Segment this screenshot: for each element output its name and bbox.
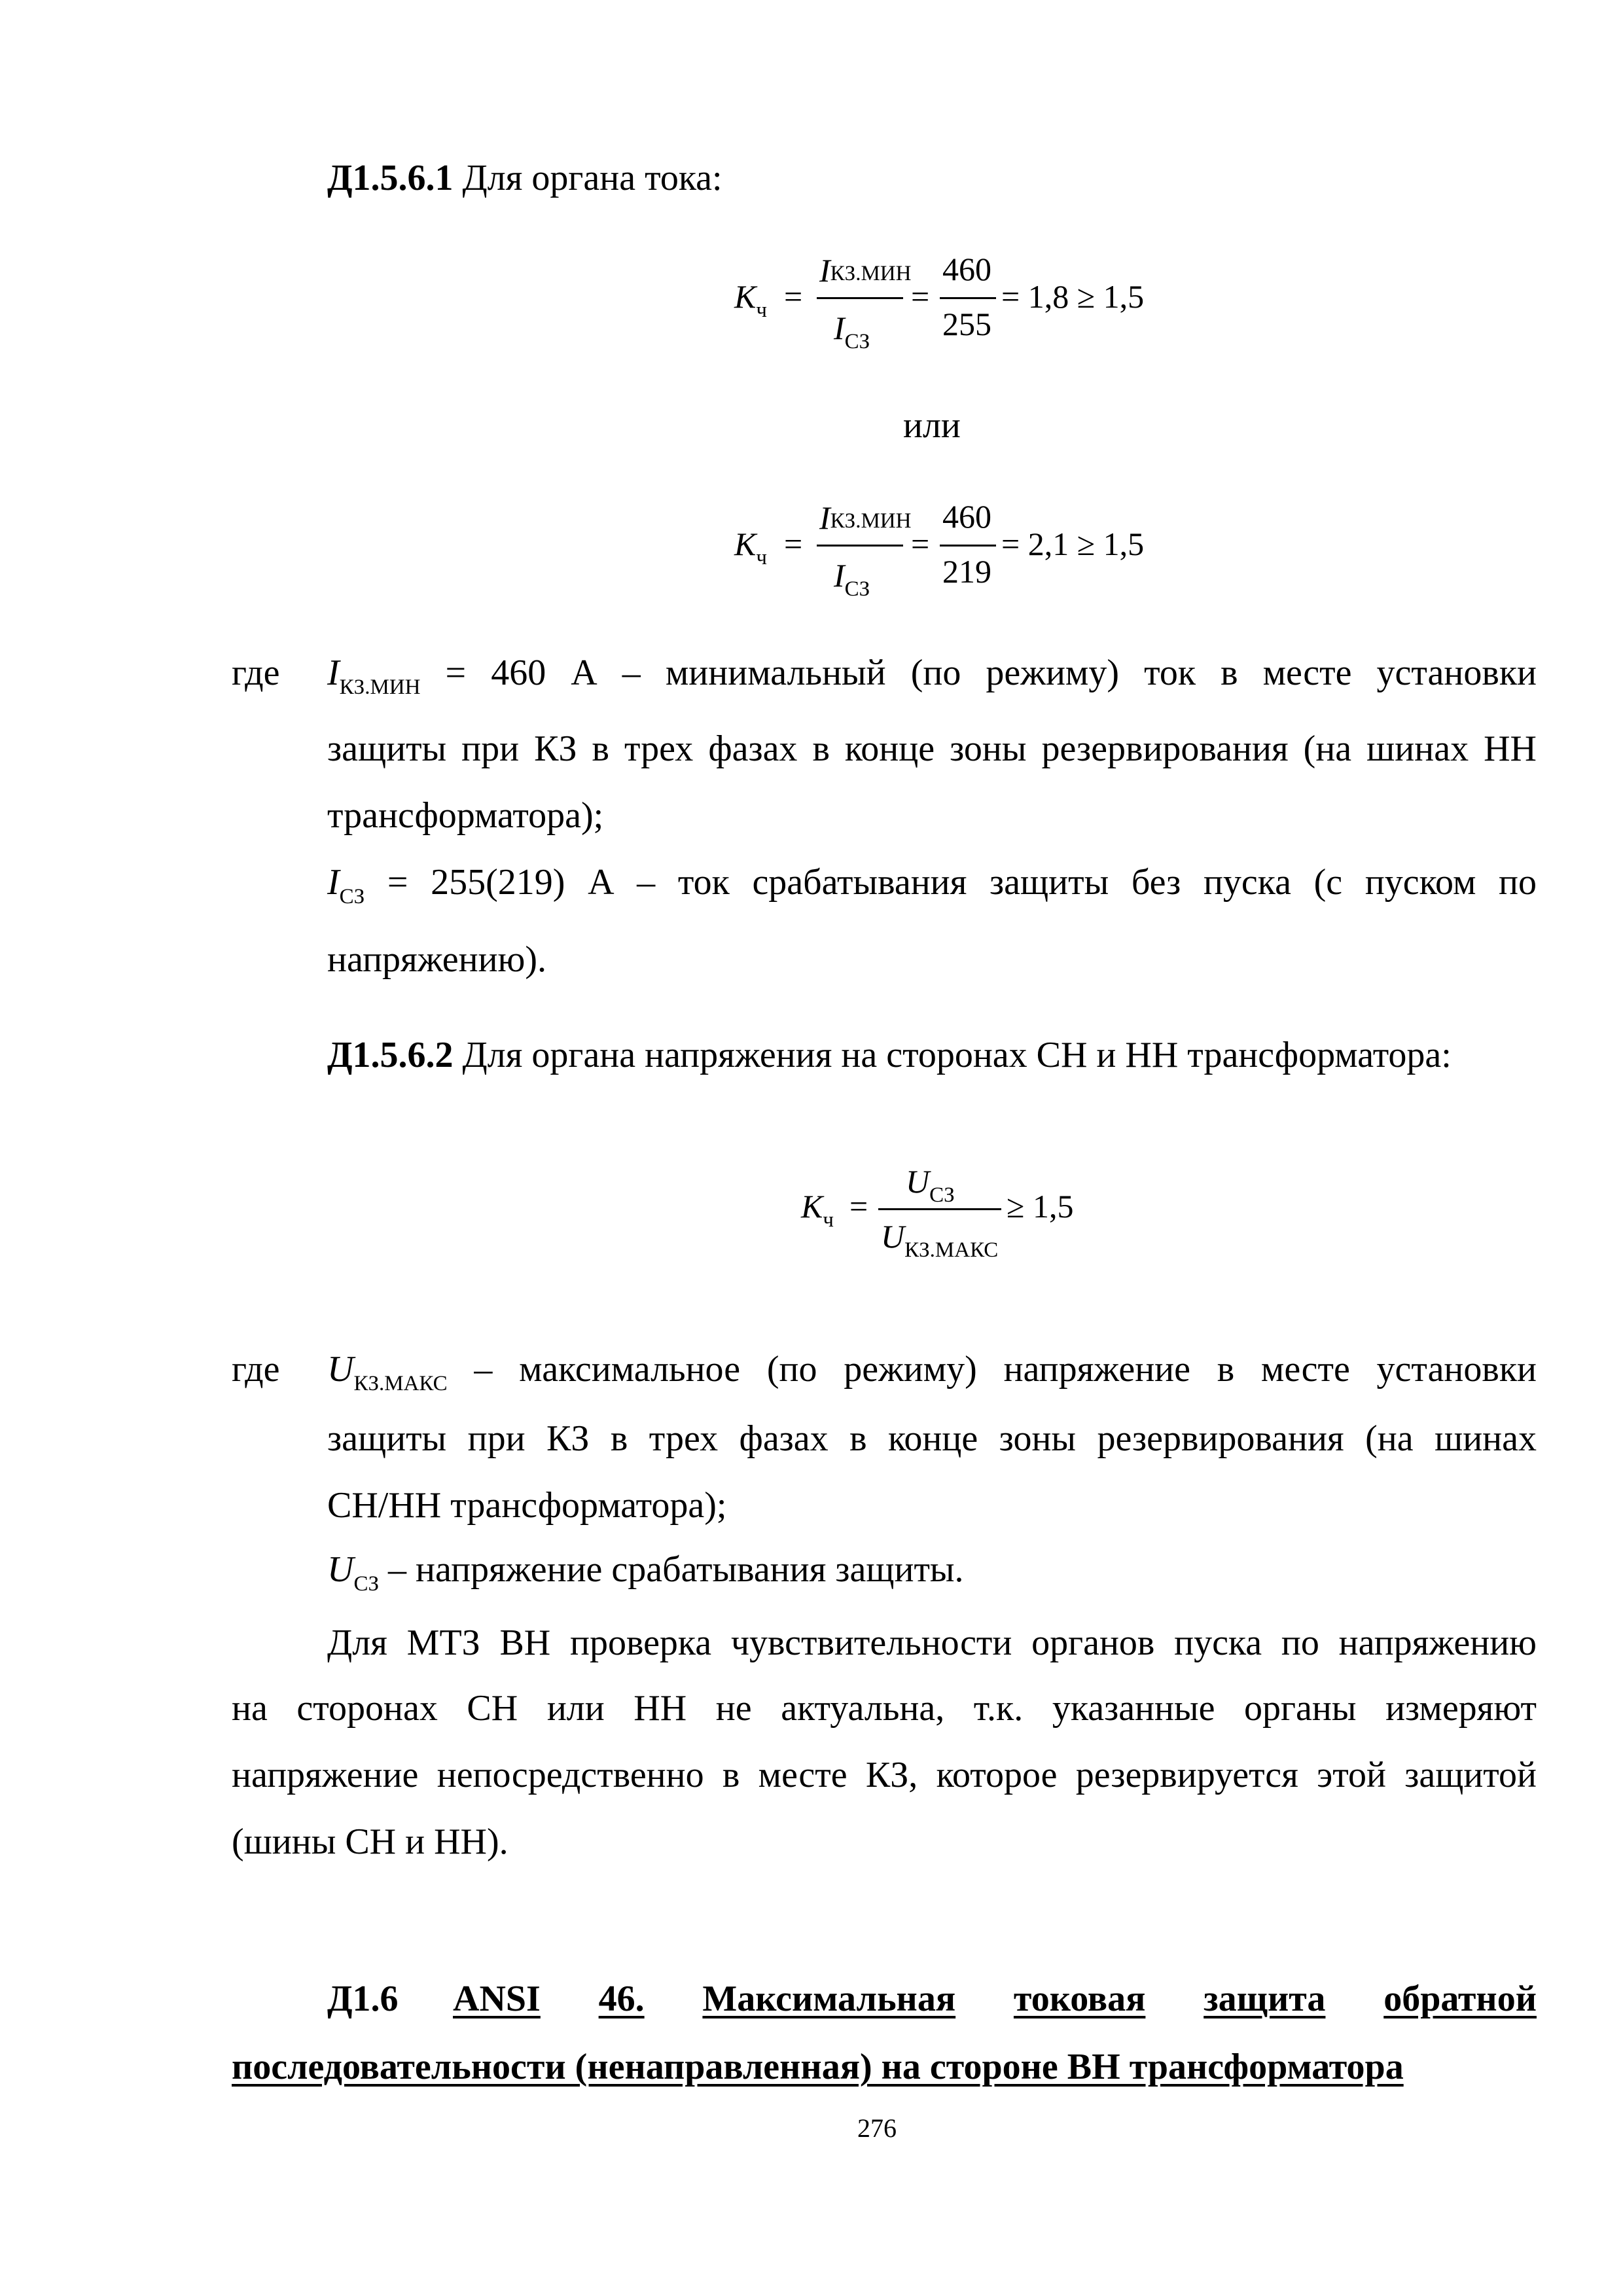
formula-equals: = [849, 1188, 868, 1225]
fraction-bar [817, 297, 903, 299]
paragraph-line-3: напряжение непосредственно в месте КЗ, которое резервируется этой защитой [232, 1755, 1537, 1795]
where-line-1: $U_{КЗ.МАКС}$ – максимальное (по режиму) напряжение в месте установки [327, 1349, 1537, 1395]
formula-equals: = [784, 526, 803, 562]
section-title: Для органа напряжения на сторонах СН и НН трансформатора: [462, 1035, 1452, 1075]
where-label: где [232, 653, 280, 693]
formula-numerator-value: 460 [942, 251, 991, 287]
formula-numerator-value: 460 [942, 498, 991, 535]
where-line-5: напряжению). [327, 939, 547, 980]
formula-equals-2: = [911, 526, 930, 562]
formula-result: = 1,8 ≥ 1,5 [1001, 278, 1145, 315]
where-line-2: защиты при КЗ в трех фазах в конце зоны резервирования (на шинах [327, 1418, 1537, 1459]
section-heading-2 [327, 1037, 1452, 1073]
formula-equals-2: = [911, 278, 930, 315]
section-heading-1 [327, 160, 722, 196]
formula-k: $K_ч$ [801, 1188, 834, 1232]
heading-line-2: последовательности (ненаправленная) на стороне ВН трансформатора [232, 2047, 1404, 2087]
formula-numerator: $U_{СЗ}$ [906, 1163, 955, 1207]
where-line-3: СН/НН трансформатора); [327, 1485, 727, 1526]
formula-denominator-value: 219 [942, 553, 991, 590]
where-line-3: трансформатора); [327, 795, 604, 836]
formula-numerator: IКЗ.МИН [819, 499, 912, 536]
symbol-u-sz: $U_{СЗ}$ [327, 1549, 379, 1596]
formula-k: $K_ч$ [734, 526, 767, 569]
formula-denominator-value: 255 [942, 306, 991, 342]
formula-k: $K_ч$ [734, 278, 767, 322]
section-number: Д1.5.6.1 [327, 158, 454, 198]
formula-numerator: IКЗ.МИН [819, 252, 912, 289]
symbol-u-kz-maks: $U_{КЗ.МАКС}$ [327, 1349, 448, 1395]
fraction-bar [940, 545, 996, 547]
section-number: Д1.5.6.2 [327, 1035, 454, 1075]
where-label: где [232, 1349, 280, 1390]
or-text: или [903, 405, 961, 446]
paragraph-line-1: Для МТЗ ВН проверка чувствительности органов пуска по напряжению [327, 1623, 1537, 1663]
section-title: Для органа тока: [462, 158, 722, 198]
page-number: 276 [857, 2113, 897, 2143]
heading-line-1: ANSI 46. Максимальная токовая защита обратной [453, 1979, 1537, 2019]
formula-result: ≥ 1,5 [1007, 1188, 1074, 1225]
heading-number: Д1.6 [327, 1979, 399, 2019]
formula-denominator: $I_{СЗ}$ [834, 557, 870, 601]
paragraph-line-2: на сторонах СН или НН не актуальна, т.к. указанные органы измеряют [232, 1688, 1537, 1729]
paragraph-line-4: (шины СН и НН). [232, 1821, 508, 1862]
formula-denominator: $I_{СЗ}$ [834, 310, 870, 353]
formula-equals: = [784, 278, 803, 315]
fraction-bar [817, 545, 903, 547]
where-line-2: защиты при КЗ в трех фазах в конце зоны резервирования (на шинах НН [327, 728, 1537, 769]
fraction-bar [940, 297, 996, 299]
fraction-bar [878, 1208, 1001, 1210]
formula-result: = 2,1 ≥ 1,5 [1001, 526, 1145, 562]
symbol-i-kz-min: $I_{КЗ.МИН}$ [327, 653, 421, 699]
where-line-1: $I_{КЗ.МИН} = 460$ А – минимальный (по режиму) ток в месте установки [327, 653, 1537, 699]
where-line-4: $I_{СЗ} = 255(219)$ А – ток срабатывания защиты без пуска (с пуском по [327, 862, 1537, 908]
where-line-4: $U_{СЗ}$ – напряжение срабатывания защиты. [327, 1549, 964, 1596]
symbol-i-sz: $I_{СЗ}$ [327, 862, 365, 908]
formula-denominator: $U_{КЗ.МАКС}$ [881, 1218, 999, 1262]
